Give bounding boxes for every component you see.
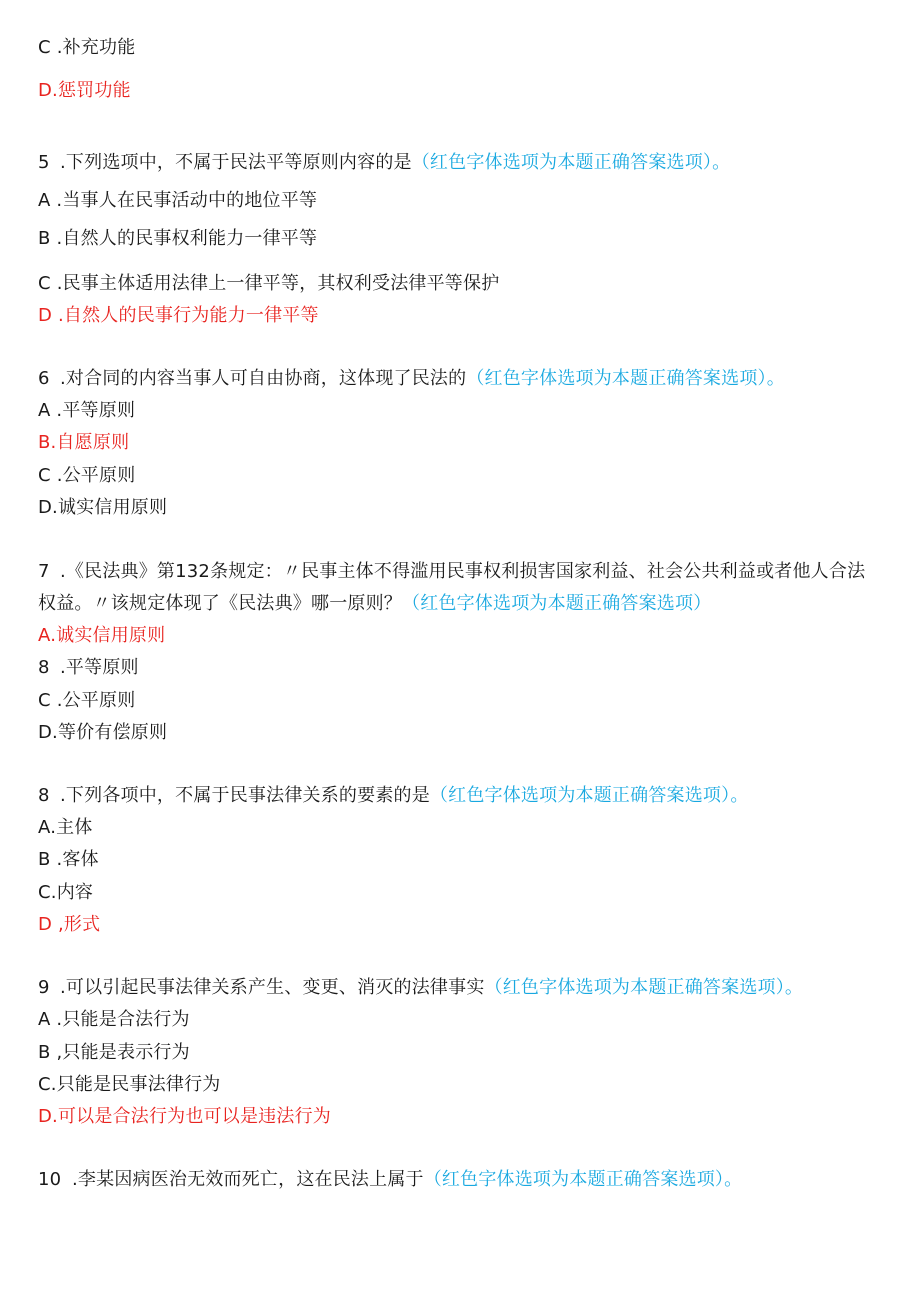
question-text: .对合同的内容当事人可自由协商，这体现了民法的 [60,368,467,389]
option-line [38,496,167,520]
option-text: D ,形式 [38,914,101,935]
option-line [38,189,317,213]
question-line [38,560,865,584]
question-line-continued [38,592,711,616]
option-number: 8 [38,657,50,678]
option-text: D .自然人的民事行为能力一律平等 [38,305,319,326]
correct-option-line [38,913,100,937]
option-line [38,689,135,713]
option-text: D.等价有偿原则 [38,722,168,743]
option-text: D.惩罚功能 [38,80,131,101]
option-line [38,272,499,296]
option-line [38,1041,190,1065]
question-line [38,784,749,808]
option-text: C .公平原则 [38,465,136,486]
answer-hint: （红色字体选项为本题正确答案选项） [402,593,712,614]
question-line [38,1168,742,1192]
option-text: C .民事主体适用法律上一律平等，其权利受法律平等保护 [38,273,500,294]
correct-option-line [38,1105,331,1129]
question-line [38,976,803,1000]
question-number: 6 [38,368,50,389]
answer-hint: （红色字体选项为本题正确答案选项）。 [411,152,731,173]
option-line [38,848,99,872]
question-line [38,151,730,175]
correct-option-line [38,304,319,328]
option-text: B .客体 [38,849,99,870]
question-text: .下列各项中，不属于民事法律关系的要素的是 [60,785,430,806]
option-text: A .只能是合法行为 [38,1009,190,1030]
question-number: 7 [38,561,50,582]
option-text: A .平等原则 [38,400,136,421]
option-text: A.主体 [38,817,93,838]
option-line [38,816,93,840]
option-line [38,721,167,745]
option-text: B.自愿原则 [38,432,130,453]
answer-hint: （红色字体选项为本题正确答案选项）。 [423,1169,743,1190]
option-text: D.诚实信用原则 [38,497,168,518]
correct-option-line [38,624,165,648]
option-text: B .自然人的民事权利能力一律平等 [38,228,318,249]
correct-option-line [38,79,131,103]
option-line [38,227,317,251]
answer-hint: （红色字体选项为本题正确答案选项）。 [466,368,785,389]
question-number: 9 [38,977,50,998]
question-line [38,367,785,391]
option-line [38,464,135,488]
option-text: .平等原则 [60,657,139,678]
option-line [38,1008,190,1032]
option-text: C .补充功能 [38,37,136,58]
option-line [38,881,93,905]
option-text: A .当事人在民事活动中的地位平等 [38,190,318,211]
question-text: 权益。〃该规定体现了《民法典》哪一原则？ [38,593,402,614]
question-number: 5 [38,152,50,173]
option-text: C .公平原则 [38,690,136,711]
option-line [38,36,135,60]
question-number: 10 [38,1169,62,1190]
answer-hint: （红色字体选项为本题正确答案选项）。 [429,785,749,806]
question-text: .可以引起民事法律关系产生、变更、消灭的法律事实 [60,977,485,998]
option-line [38,399,135,423]
question-text: .下列选项中，不属于民法平等原则内容的是 [60,152,412,173]
option-text: A.诚实信用原则 [38,625,166,646]
option-text: B ,只能是表示行为 [38,1042,190,1063]
question-text: .《民法典》第132条规定：〃民事主体不得滥用民事权利损害国家利益、社会公共利益或者他人合法 [60,561,866,582]
option-line [38,656,139,680]
question-text: .李某因病医治无效而死亡，这在民法上属于 [72,1169,424,1190]
correct-option-line [38,431,129,455]
option-text: D.可以是合法行为也可以是违法行为 [38,1106,331,1127]
option-text: C.只能是民事法律行为 [38,1074,221,1095]
question-number: 8 [38,785,50,806]
answer-hint: （红色字体选项为本题正确答案选项）。 [484,977,804,998]
option-line [38,1073,221,1097]
option-text: C.内容 [38,882,94,903]
